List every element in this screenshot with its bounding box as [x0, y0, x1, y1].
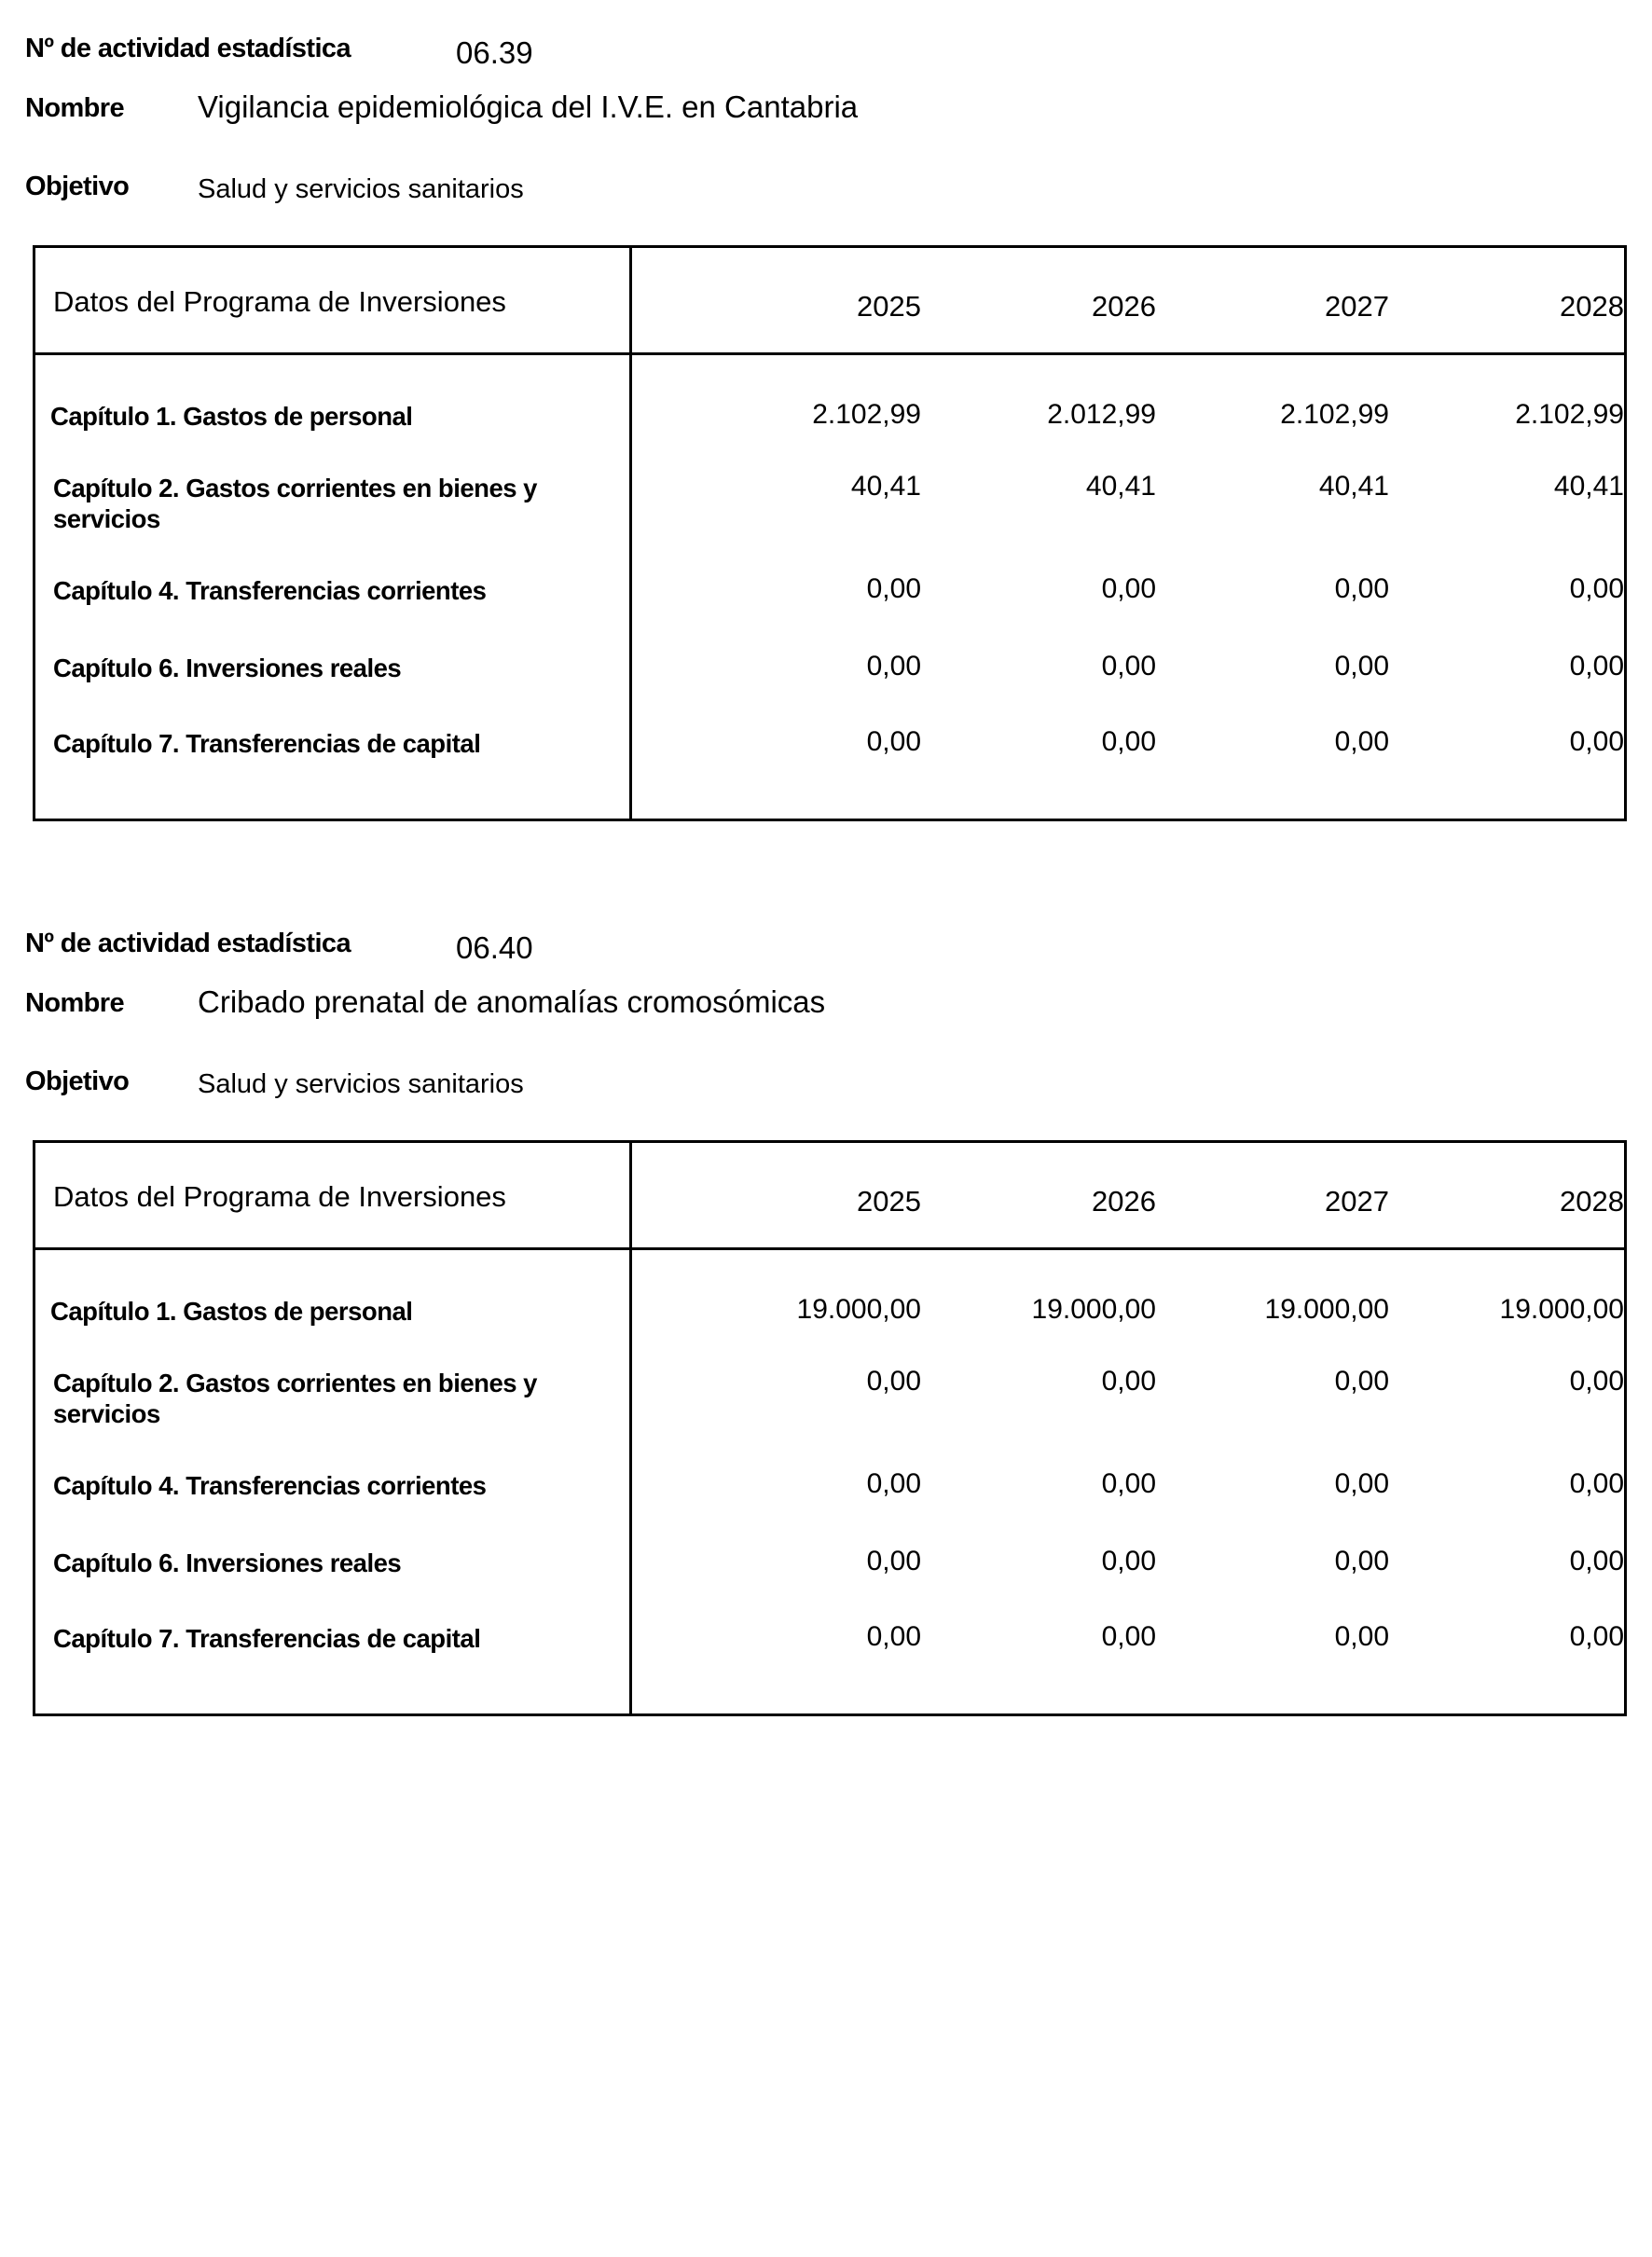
- investment-table: [33, 1140, 1627, 1716]
- table-cell: 40,41: [1553, 471, 1624, 502]
- table-year-header: 2028: [1560, 1185, 1624, 1218]
- table-cell: 40,41: [1085, 471, 1156, 502]
- table-cell: 0,00: [1101, 1366, 1156, 1397]
- activity-name-value: Cribado prenatal de anomalías cromosómicas: [198, 984, 826, 1019]
- activity-name-value: Vigilancia epidemiológica del I.V.E. en Cantabria: [198, 89, 859, 124]
- table-cell: 0,00: [866, 1621, 921, 1652]
- activity-number-value: 06.39: [456, 35, 533, 70]
- activity-number-label: Nº de actividad estadística: [25, 34, 351, 63]
- table-cell: 40,41: [1318, 471, 1389, 502]
- table-year-header: 2028: [1560, 290, 1624, 323]
- table-cell: 2.102,99: [812, 399, 921, 430]
- activity-objective-value: Salud y servicios sanitarios: [198, 1069, 524, 1099]
- table-cell: 0,00: [1101, 1546, 1156, 1576]
- table-cell: 0,00: [1334, 1366, 1389, 1397]
- table-row-label: Capítulo 4. Transferencias corrientes: [53, 1471, 487, 1500]
- table-row-label: Capítulo 7. Transferencias de capital: [53, 1624, 481, 1653]
- table-cell: 0,00: [866, 726, 921, 757]
- table-cell: 19.000,00: [1264, 1294, 1389, 1325]
- table-divider-vertical: [629, 248, 632, 819]
- table-cell: 0,00: [1334, 651, 1389, 681]
- table-cell: 40,41: [850, 471, 921, 502]
- table-year-header: 2026: [1092, 290, 1156, 323]
- table-cell: 0,00: [1569, 1546, 1624, 1576]
- table-cell: 0,00: [866, 1366, 921, 1397]
- table-header-label: Datos del Programa de Inversiones: [53, 285, 506, 318]
- table-row-label: Capítulo 7. Transferencias de capital: [53, 729, 481, 758]
- table-year-header: 2027: [1325, 1185, 1389, 1218]
- table-divider-horizontal: [35, 1247, 1624, 1250]
- table-year-header: 2026: [1092, 1185, 1156, 1218]
- table-cell: 2.102,99: [1280, 399, 1389, 430]
- table-row-label: Capítulo 2. Gastos corrientes en bienes y servicios: [53, 1369, 537, 1428]
- table-cell: 0,00: [1101, 573, 1156, 604]
- table-year-header: 2025: [857, 1185, 921, 1218]
- table-cell: 0,00: [1334, 1468, 1389, 1499]
- activity-objective-label: Objetivo: [25, 1067, 130, 1096]
- table-cell: 0,00: [1101, 726, 1156, 757]
- table-row-label: Capítulo 4. Transferencias corrientes: [53, 576, 487, 605]
- table-cell: 0,00: [1569, 726, 1624, 757]
- table-cell: 0,00: [1569, 1468, 1624, 1499]
- table-cell: 0,00: [1334, 726, 1389, 757]
- investment-table: [33, 245, 1627, 821]
- table-row-label: Capítulo 2. Gastos corrientes en bienes y servicios: [53, 474, 537, 533]
- table-cell: 0,00: [1334, 1621, 1389, 1652]
- table-cell: 0,00: [866, 1468, 921, 1499]
- table-cell: 0,00: [1569, 1621, 1624, 1652]
- table-cell: 19.000,00: [1031, 1294, 1156, 1325]
- table-row-label: Capítulo 1. Gastos de personal: [50, 402, 413, 431]
- table-cell: 0,00: [866, 651, 921, 681]
- table-cell: 0,00: [1334, 573, 1389, 604]
- table-year-header: 2027: [1325, 290, 1389, 323]
- activity-objective-value: Salud y servicios sanitarios: [198, 174, 524, 204]
- activity-objective-label: Objetivo: [25, 172, 130, 201]
- activity-number-label: Nº de actividad estadística: [25, 929, 351, 958]
- activity-name-label: Nombre: [25, 93, 124, 123]
- table-row-label: Capítulo 1. Gastos de personal: [50, 1297, 413, 1326]
- table-divider-horizontal: [35, 352, 1624, 355]
- table-cell: 0,00: [866, 573, 921, 604]
- table-cell: 0,00: [1569, 1366, 1624, 1397]
- activity-number-value: 06.40: [456, 930, 533, 965]
- table-cell: 19.000,00: [796, 1294, 921, 1325]
- table-row-label: Capítulo 6. Inversiones reales: [53, 1548, 402, 1577]
- table-cell: 0,00: [1569, 573, 1624, 604]
- table-row-label: Capítulo 6. Inversiones reales: [53, 654, 402, 682]
- table-cell: 0,00: [1101, 1621, 1156, 1652]
- table-cell: 0,00: [1101, 1468, 1156, 1499]
- table-cell: 0,00: [1569, 651, 1624, 681]
- table-cell: 0,00: [866, 1546, 921, 1576]
- table-year-header: 2025: [857, 290, 921, 323]
- table-cell: 2.012,99: [1047, 399, 1156, 430]
- table-divider-vertical: [629, 1143, 632, 1713]
- table-cell: 19.000,00: [1499, 1294, 1624, 1325]
- table-cell: 0,00: [1334, 1546, 1389, 1576]
- activity-name-label: Nombre: [25, 988, 124, 1018]
- table-cell: 0,00: [1101, 651, 1156, 681]
- table-cell: 2.102,99: [1515, 399, 1624, 430]
- table-header-label: Datos del Programa de Inversiones: [53, 1180, 506, 1213]
